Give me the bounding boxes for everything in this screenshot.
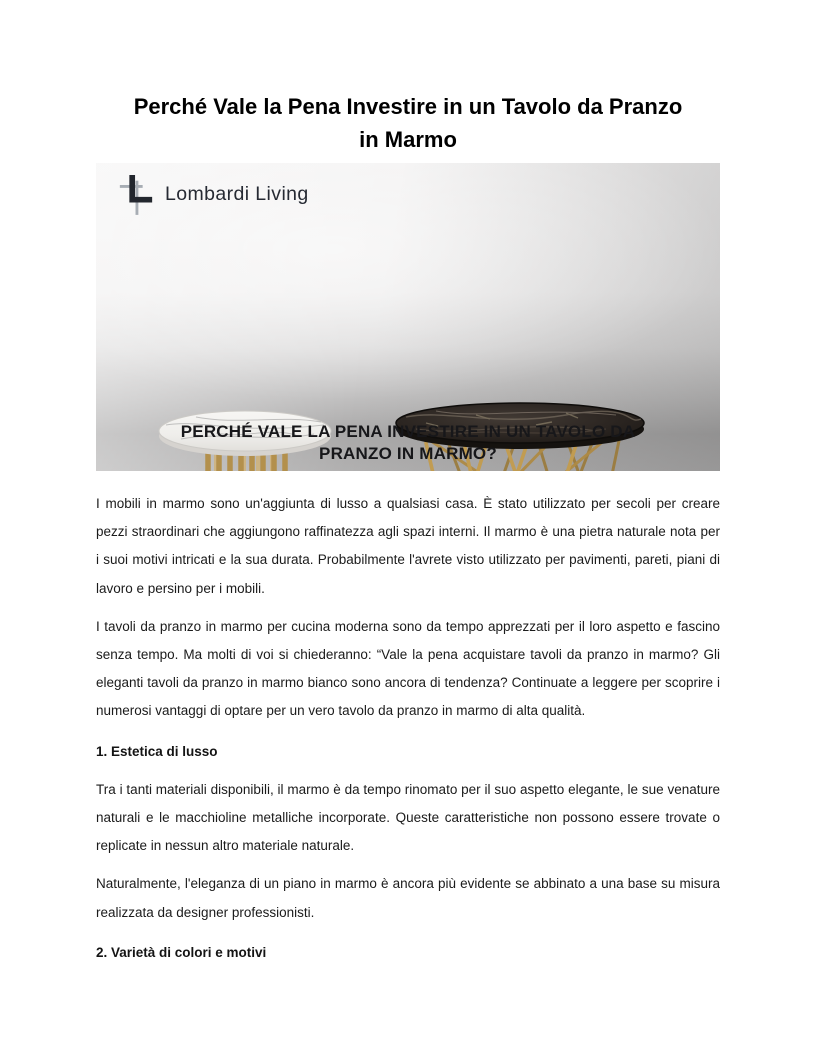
- paragraph-intro-1: I mobili in marmo sono un'aggiunta di lusso a qualsiasi casa. È stato utilizzato per secoli per creare pezzi straordinari che aggiungono raffinatezza agli spazi interni. Il marmo è una pietra naturale nota per i suoi motivi intricati e la sua durata. Probabilmente l'avrete visto utilizzato per pavimenti, pareti, piani di lavoro e persino per i mobili.: [96, 496, 720, 596]
- lombardi-logo-icon: [117, 172, 155, 216]
- section-heading-2: 2. Varietà di colori e motivi: [96, 944, 267, 960]
- article-title-line-2: in Marmo: [359, 127, 457, 152]
- article-title: [96, 90, 720, 156]
- hero-caption-line-2: PRANZO IN MARMO?: [319, 443, 497, 463]
- hero-caption-line-1: PERCHÉ VALE LA PENA INVESTIRE IN UN TAVOLO DA: [180, 422, 636, 441]
- hero-caption: [96, 421, 720, 464]
- article-title-line-1: Perché Vale la Pena Investire in un Tavolo da Pranzo: [133, 94, 683, 119]
- hero-image: [96, 163, 720, 471]
- section-heading-1: 1. Estetica di lusso: [96, 743, 218, 759]
- article-body: [96, 490, 720, 967]
- brand-logo: [117, 172, 309, 216]
- brand-name: Lombardi Living: [165, 182, 309, 205]
- paragraph-section1-1: Tra i tanti materiali disponibili, il marmo è da tempo rinomato per il suo aspetto elegante, le sue venature naturali e le macchioline metalliche incorporate. Queste caratteristiche non possono essere trovate o replicate in nessun altro materiale naturale.: [96, 781, 720, 854]
- paragraph-intro-2: I tavoli da pranzo in marmo per cucina moderna sono da tempo apprezzati per il loro aspetto e fascino senza tempo. Ma molti di voi si chiederanno: “Vale la pena acquistare tavoli da pranzo in marmo? Gli eleganti tavoli da pranzo in marmo bianco sono ancora di tendenza? Continuate a leggere per scoprire i numerosi vantaggi di optare per un vero tavolo da pranzo in marmo di alta qualità.: [96, 618, 720, 719]
- paragraph-section1-2: Naturalmente, l'eleganza di un piano in marmo è ancora più evidente se abbinato a una base su misura realizzata da designer professionisti.: [96, 876, 720, 920]
